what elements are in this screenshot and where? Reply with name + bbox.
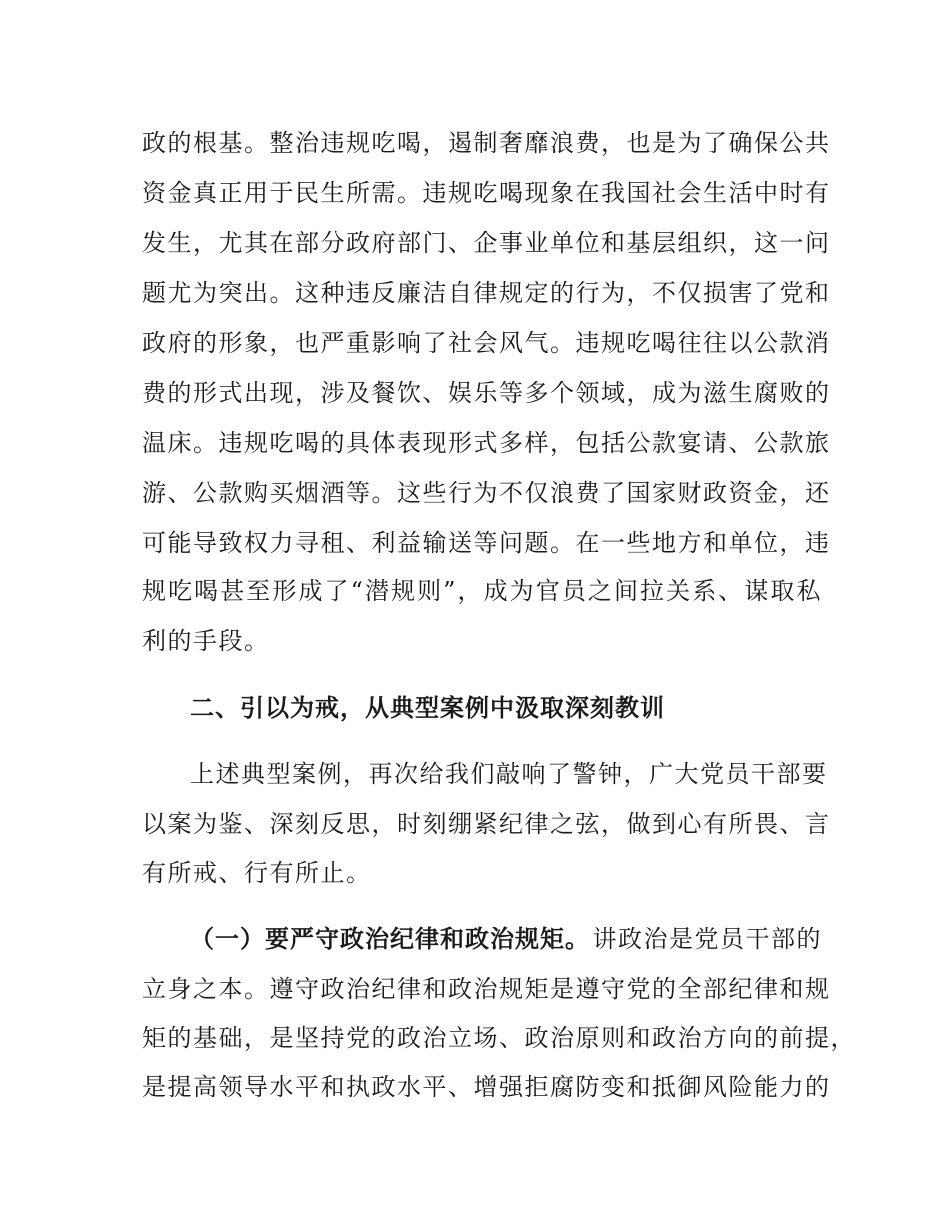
text-line: 政府的形象，也严重影响了社会风气。违规吃喝往往以公款消 [142,329,831,357]
text-line: 发生，尤其在部分政府部门、企事业单位和基层组织，这一问 [142,229,831,257]
text-line: 费的形式出现，涉及餐饮、娱乐等多个领域，成为滋生腐败的 [142,379,831,407]
text-line: 可能导致权力寻租、利益输送等问题。在一些地方和单位，违 [142,529,831,557]
text-line: 利的手段。 [142,627,270,655]
text-line: 政的根基。整治违规吃喝，遏制奢靡浪费，也是为了确保公共 [142,129,831,157]
text-segment: 讲政治是党员干部的 [592,925,822,953]
text-line: 立身之本。遵守政治纪律和政治规矩是遵守党的全部纪律和规 [142,975,831,1003]
text-line: 温床。违规吃喝的具体表现形式多样，包括公款宴请、公款旅 [142,429,831,457]
text-line: 矩的基础，是坚持党的政治立场、政治原则和政治方向的前提， [142,1024,856,1052]
text-line: 资金真正用于民生所需。违规吃喝现象在我国社会生活中时有 [142,179,831,207]
text-line: 游、公款购买烟酒等。这些行为不仅浪费了国家财政资金，还 [142,479,831,507]
bold-lead: （一）要严守政治纪律和政治规矩。 [190,925,590,953]
text-line: 规吃喝甚至形成了“潜规则”，成为官员之间拉关系、谋取私 [142,577,822,605]
paragraph-3-first-line [190,924,822,954]
text-line: 题尤为突出。这种违反廉洁自律规定的行为，不仅损害了党和 [142,279,831,307]
section-heading: 二、引以为戒，从典型案例中汲取深刻教训 [190,694,665,722]
text-line: 上述典型案例，再次给我们敲响了警钟，广大党员干部要 [190,760,828,788]
text-line: 以案为鉴、深刻反思，时刻绷紧纪律之弦，做到心有所畏、言 [142,810,831,838]
text-line: 是提高领导水平和执政水平、增强拒腐防变和抵御风险能力的 [142,1073,831,1101]
text-line: 有所戒、行有所止。 [142,859,372,887]
